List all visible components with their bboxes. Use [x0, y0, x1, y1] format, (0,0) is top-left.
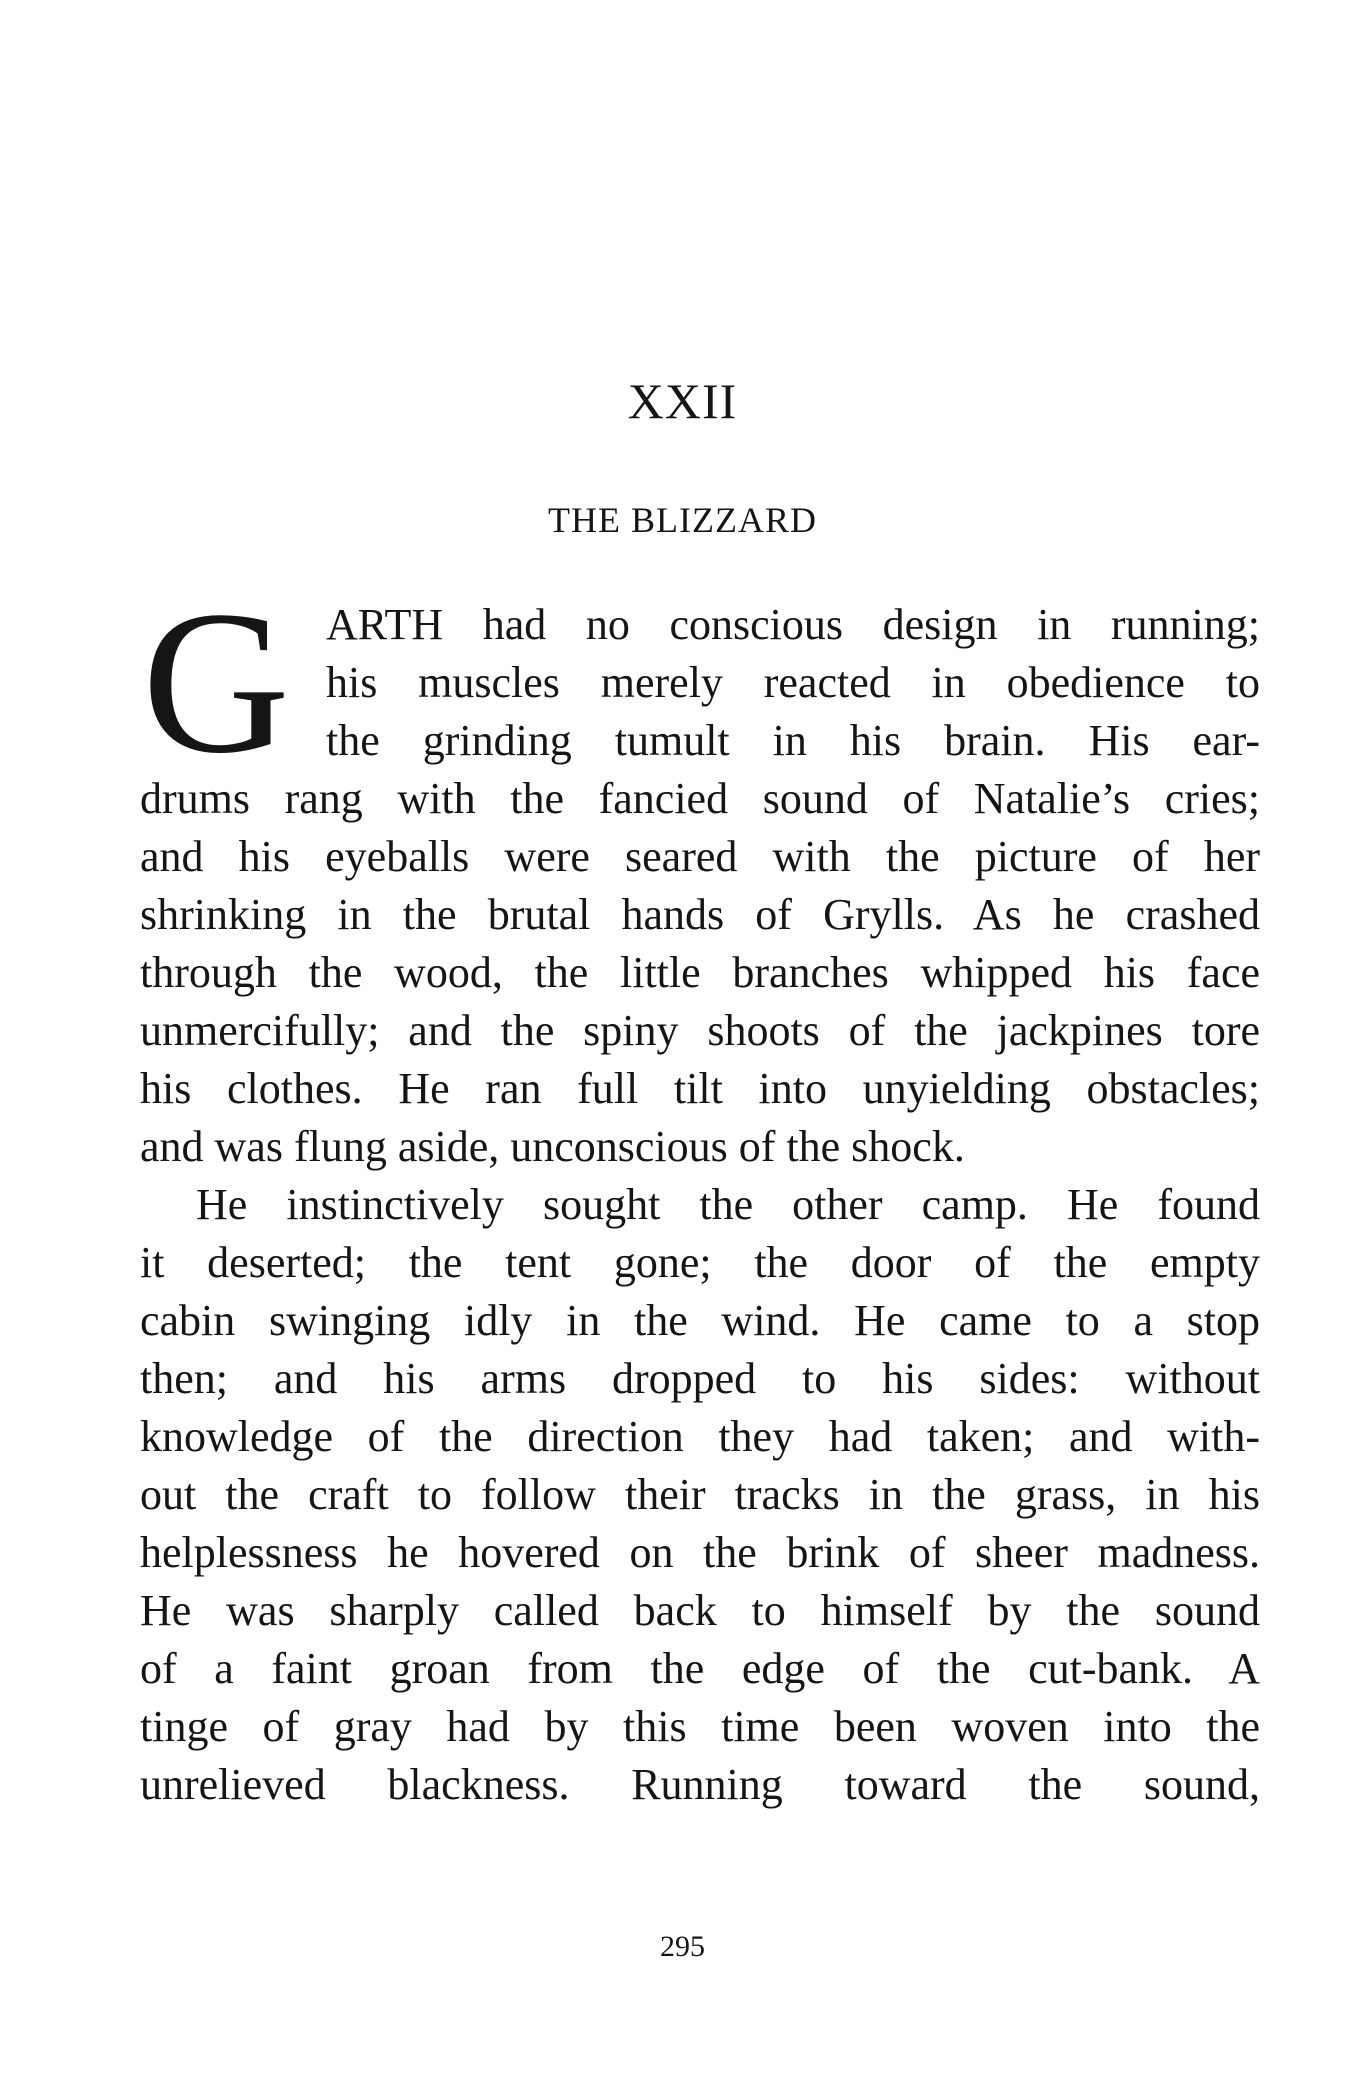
- text-line: the grinding tumult in his brain. His ear-: [326, 716, 1260, 765]
- text-line: his clothes. He ran full tilt into unyielding obstacles;: [140, 1064, 1260, 1113]
- text-line: ARTH had no conscious design in running;: [326, 600, 1260, 649]
- text-line: shrinking in the brutal hands of Grylls. As he crashed: [140, 890, 1260, 939]
- chapter-number: XXII: [627, 373, 738, 429]
- text-line: out the craft to follow their tracks in the grass, in his: [140, 1470, 1260, 1519]
- text-line: cabin swinging idly in the wind. He came to a stop: [140, 1296, 1260, 1345]
- text-line: tinge of gray had by this time been woven into the: [140, 1702, 1260, 1751]
- text-line: knowledge of the direction they had taken; and with-: [140, 1412, 1260, 1461]
- text-line: He was sharply called back to himself by the sound: [140, 1586, 1260, 1635]
- text-line: then; and his arms dropped to his sides: without: [140, 1354, 1260, 1403]
- text-line: He instinctively sought the other camp. He found: [196, 1180, 1260, 1229]
- text-line: and his eyeballs were seared with the picture of her: [140, 832, 1260, 881]
- text-line: of a faint groan from the edge of the cut-bank. A: [140, 1644, 1260, 1693]
- text-line: unmercifully; and the spiny shoots of the jackpines tore: [140, 1006, 1260, 1055]
- text-line: through the wood, the little branches whipped his face: [140, 948, 1260, 997]
- text-line: helplessness he hovered on the brink of sheer madness.: [140, 1528, 1260, 1577]
- page-number: 295: [660, 1930, 705, 1963]
- text-line: it deserted; the tent gone; the door of the empty: [140, 1238, 1260, 1287]
- text-line: his muscles merely reacted in obedience to: [326, 658, 1260, 707]
- text-line: drums rang with the fancied sound of Natalie’s cries;: [140, 774, 1260, 823]
- chapter-title: THE BLIZZARD: [548, 500, 817, 540]
- text-line: unrelieved blackness. Running toward the sound,: [140, 1760, 1260, 1809]
- drop-cap: G: [142, 569, 291, 796]
- body-text: [140, 569, 1260, 1814]
- text-line: and was flung aside, unconscious of the shock.: [140, 1122, 965, 1171]
